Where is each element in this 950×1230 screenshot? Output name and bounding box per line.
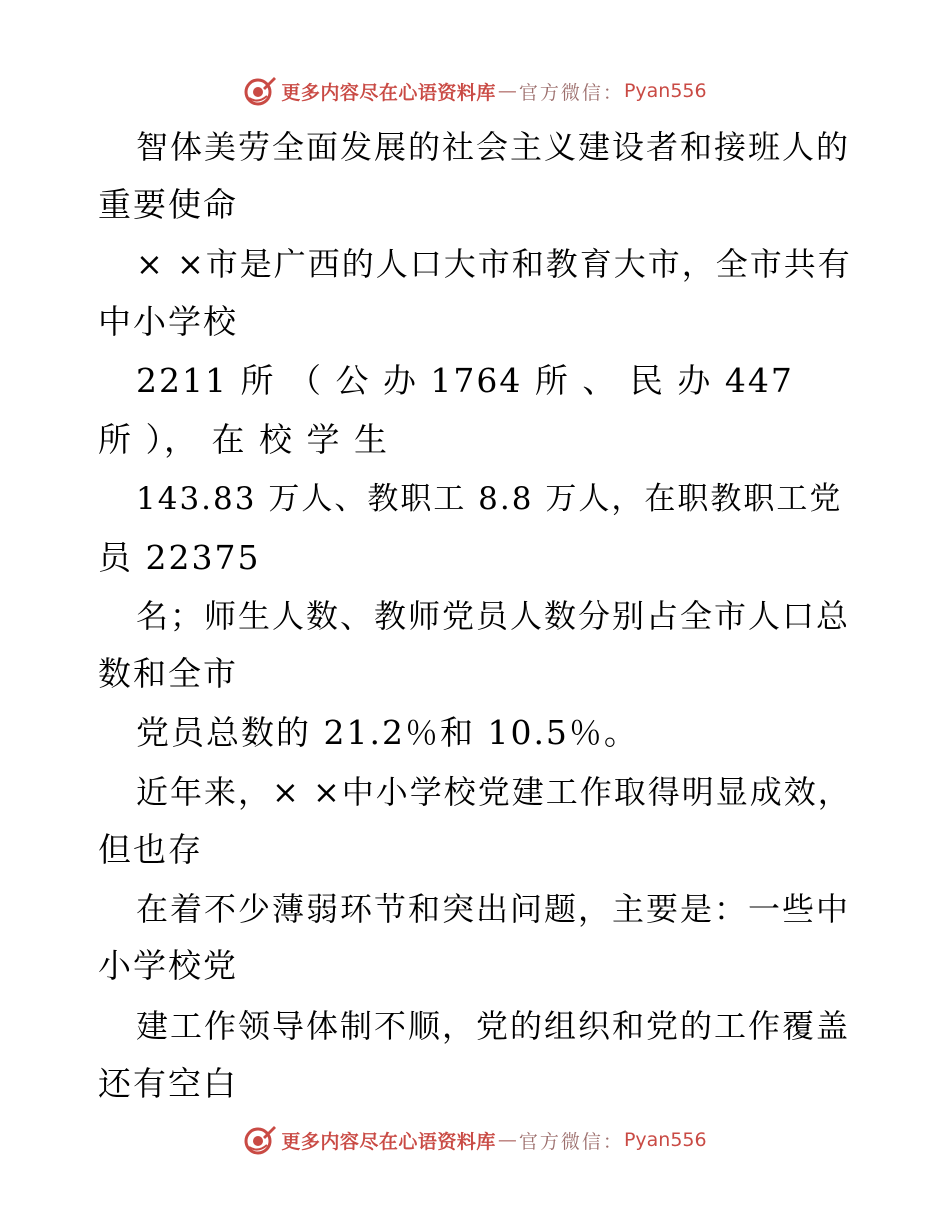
text-line: 智体美劳全面发展的社会主义建设者和接班人的 <box>136 128 851 166</box>
text-line: 名；师生人数、教师党员人数分别占全市人口总 <box>136 597 851 635</box>
text-line: 建工作领导体制不顺，党的组织和党的工作覆盖 <box>136 1007 851 1045</box>
text-line: 重要使命 <box>98 185 238 224</box>
banner-title: 更多内容尽在心语资料库 <box>281 81 496 104</box>
text-line: 数和全市 <box>98 654 238 693</box>
banner-dash: — <box>497 80 517 102</box>
brush-seal-logo-icon <box>243 74 277 108</box>
text-line: 2211 所 （ 公 办 1764 所 、 民 办 447 <box>136 361 794 400</box>
footer-banner <box>0 1120 950 1160</box>
header-banner <box>0 71 950 111</box>
text-line: 但也存 <box>98 830 203 869</box>
banner-title: 更多内容尽在心语资料库 <box>281 1130 496 1153</box>
banner-wechat-id: Pyan556 <box>623 1129 707 1151</box>
banner-dash: — <box>497 1129 517 1151</box>
text-line: 党员总数的 21.2％和 10.5％。 <box>136 713 639 752</box>
text-line: 员 22375 <box>98 538 261 577</box>
banner-wechat-label: 官方微信： <box>518 1130 624 1153</box>
text-line: 所 ）， 在 校 学 生 <box>98 420 389 459</box>
text-line: 还有空白 <box>98 1064 238 1103</box>
text-line: × ×市是广西的人口大市和教育大市，全市共有 <box>136 245 852 283</box>
text-line: 中小学校 <box>98 302 238 341</box>
text-line: 近年来，× ×中小学校党建工作取得明显成效， <box>136 773 852 811</box>
text-line: 小学校党 <box>98 946 238 985</box>
banner-wechat-label: 官方微信： <box>518 81 624 104</box>
text-line: 在着不少薄弱环节和突出问题，主要是：一些中 <box>136 890 851 928</box>
banner-wechat-id: Pyan556 <box>623 80 707 102</box>
brush-seal-logo-icon <box>243 1123 277 1157</box>
text-line: 143.83 万人、教职工 8.8 万人，在职教职工党 <box>136 481 843 517</box>
